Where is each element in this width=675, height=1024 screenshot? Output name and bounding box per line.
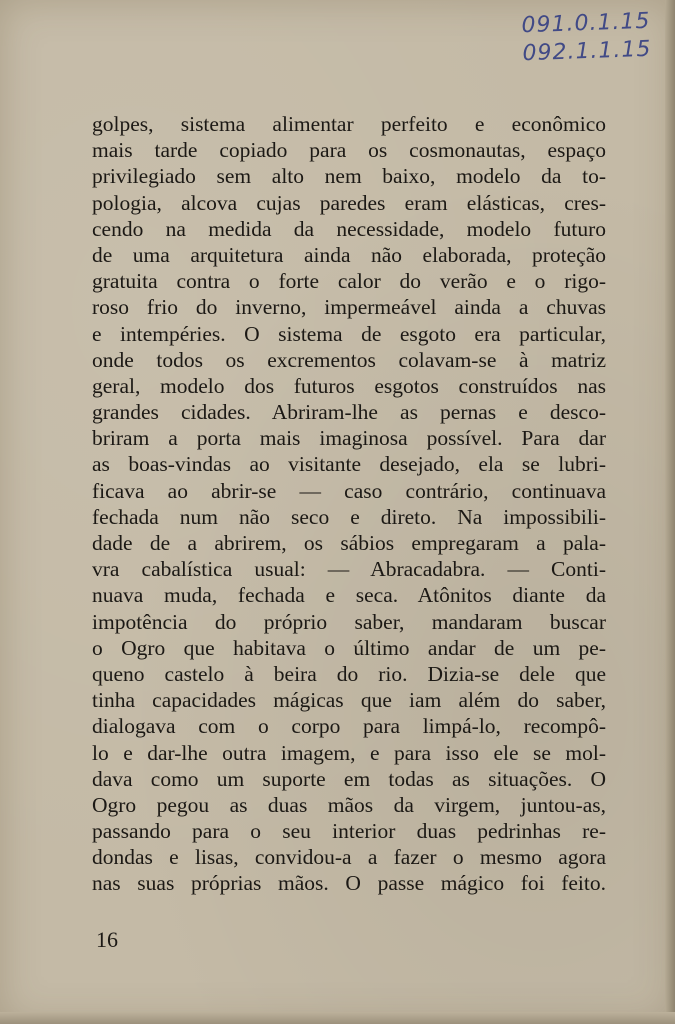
text-line: vra cabalística usual: — Abracadabra. — Conti- xyxy=(92,557,606,582)
text-line: as boas-vindas ao visitante desejado, ela se lubri- xyxy=(92,452,606,477)
text-line: mais tarde copiado para os cosmonautas, espaço xyxy=(92,138,606,163)
page-number: 16 xyxy=(96,927,118,952)
text-line: e intempéries. O sistema de esgoto era particular, xyxy=(92,321,606,346)
page-edge-bottom xyxy=(0,1012,675,1024)
text-line: cendo na medida da necessidade, modelo futuro xyxy=(92,216,606,241)
text-line: impotência do próprio saber, mandaram buscar xyxy=(92,609,606,634)
text-line: dondas e lisas, convidou-a a fazer o mesmo agora xyxy=(92,845,606,870)
text-line: queno castelo à beira do rio. Dizia-se dele que xyxy=(92,661,606,686)
text-line: pologia, alcova cujas paredes eram elásticas, cres- xyxy=(92,190,606,215)
text-line: passando para o seu interior duas pedrinhas re- xyxy=(92,819,606,844)
annotation-line-2: 092.1.1.15 xyxy=(522,36,652,67)
text-line: dade de a abrirem, os sábios empregaram a pala- xyxy=(92,531,606,555)
handwritten-annotation xyxy=(521,8,652,68)
text-line: dialogava com o corpo para limpá-lo, recompô- xyxy=(92,714,606,739)
text-line: briram a porta mais imaginosa possível. Para dar xyxy=(92,426,606,451)
text-line: nas suas próprias mãos. O passe mágico foi feito. xyxy=(92,871,606,896)
text-line: golpes, sistema alimentar perfeito e econômico xyxy=(92,112,606,136)
annotation-line-1: 091.0.1.15 xyxy=(521,8,651,39)
text-line: o Ogro que habitava o último andar de um pe- xyxy=(92,635,606,660)
text-line: dava como um suporte em todas as situações. O xyxy=(92,766,606,791)
text-line: grandes cidades. Abriram-lhe as pernas e desco- xyxy=(92,400,606,425)
text-line: nuava muda, fechada e seca. Atônitos diante da xyxy=(92,583,606,608)
text-line: de uma arquitetura ainda não elaborada, proteção xyxy=(92,242,606,267)
text-line: ficava ao abrir-se — caso contrário, continuava xyxy=(92,478,606,503)
text-line: gratuita contra o forte calor do verão e o rigo- xyxy=(92,269,606,294)
text-line: fechada num não seco e direto. Na impossibili- xyxy=(92,504,606,529)
text-line: geral, modelo dos futuros esgotos construídos nas xyxy=(92,373,606,398)
text-line: lo e dar-lhe outra imagem, e para isso ele se mol- xyxy=(92,740,606,765)
text-line: roso frio do inverno, impermeável ainda a chuvas xyxy=(92,295,606,320)
page-edge-right xyxy=(665,0,675,1024)
text-line: privilegiado sem alto nem baixo, modelo da to- xyxy=(92,164,606,189)
text-line: tinha capacidades mágicas que iam além do saber, xyxy=(92,688,606,713)
text-line: onde todos os excrementos colavam-se à matriz xyxy=(92,347,606,372)
body-text xyxy=(92,111,606,897)
text-line: Ogro pegou as duas mãos da virgem, juntou-as, xyxy=(92,792,606,817)
